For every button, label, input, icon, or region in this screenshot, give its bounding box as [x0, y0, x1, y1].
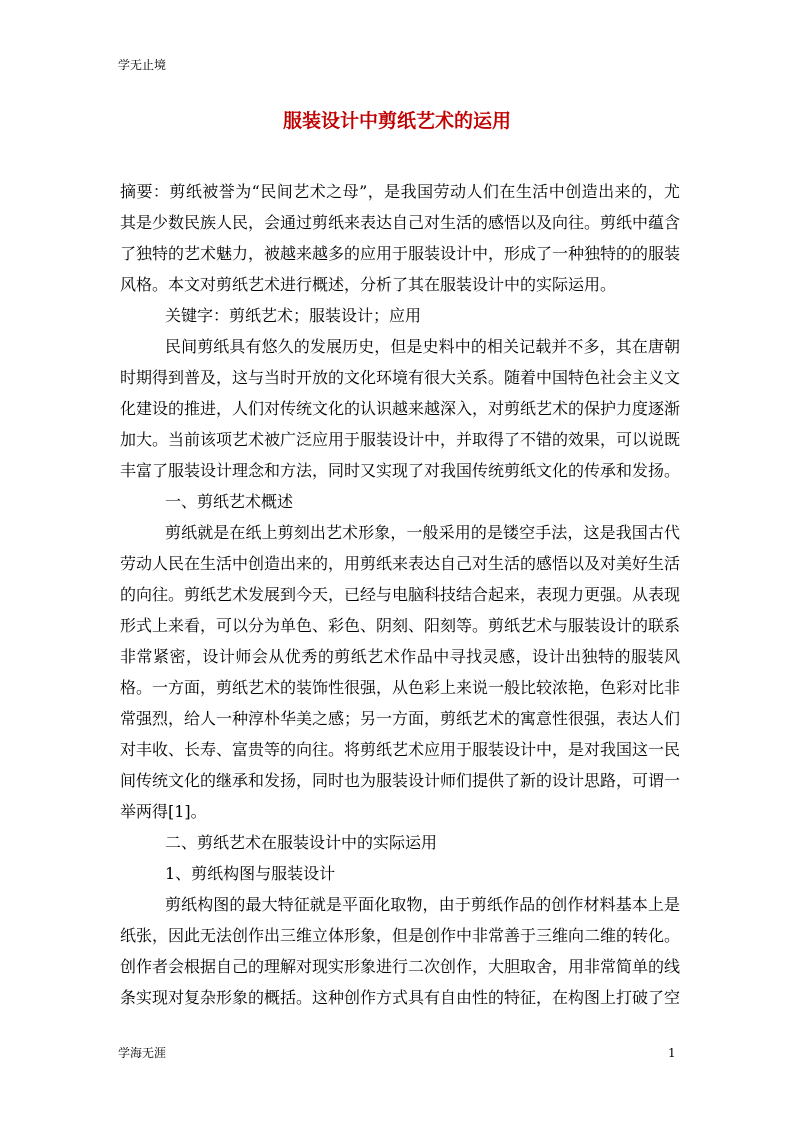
- keywords-paragraph: 关键字：剪纸艺术；服装设计；应用: [165, 306, 422, 325]
- subsection-1-paragraph: 剪纸构图的最大特征就是平面化取物，由于剪纸作品的创作材料基本上是纸张，因此无法创作出三维立体形象，但是创作中非常善于三维向二维的转化。创作者会根据自己的理解对现实形象进行二次创作，大胆取舍，用非常简单的线条实现对复杂形象的概括。这种创作方式具有自由性的特征，在构图上打破了空: [120, 895, 681, 1007]
- section-heading-2: 二、剪纸艺术在服装设计中的实际运用: [165, 833, 438, 852]
- page-footer: 学海无涯: [118, 1046, 167, 1060]
- intro-paragraph: 民间剪纸具有悠久的发展历史，但是史料中的相关记载并不多，其在唐朝时期得到普及，这与当时开放的文化环境有很大关系。随着中国特色社会主义文化建设的推进，人们对传统文化的认识越来越深入，对剪纸艺术的保护力度逐渐加大。当前该项艺术被广泛应用于服装设计中，并取得了不错的效果，可以说既丰富了服装设计理念和方法，同时又实现了对我国传统剪纸文化的传承和发扬。: [120, 337, 681, 480]
- subsection-heading-1: 1、剪纸构图与服装设计: [165, 864, 336, 883]
- document-body: [120, 176, 680, 1013]
- document-title: 服装设计中剪纸艺术的运用: [282, 110, 511, 132]
- page-number: 1: [668, 1046, 676, 1060]
- section-1-paragraph: 剪纸就是在纸上剪刻出艺术形象，一般采用的是镂空手法，这是我国古代劳动人民在生活中创造出来的，用剪纸来表达自己对生活的感悟以及对美好生活的向往。剪纸艺术发展到今天，已经与电脑科技结合起来，表现力更强。从表现形式上来看，可以分为单色、彩色、阴刻、阳刻等。剪纸艺术与服装设计的联系非常紧密，设计师会从优秀的剪纸艺术作品中寻找灵感，设计出独特的服装风格。一方面，剪纸艺术的装饰性很强，从色彩上来说一般比较浓艳，色彩对比非常强烈，给人一种淳朴华美之感；另一方面，剪纸艺术的寓意性很强，表达人们对丰收、长寿、富贵等的向往。将剪纸艺术应用于服装设计中，是对我国这一民间传统文化的继承和发扬，同时也为服装设计师们提供了新的设计思路，可谓一举两得[1]。: [120, 523, 681, 821]
- page-header: 学无止境: [118, 58, 167, 72]
- abstract-paragraph: 摘要：剪纸被誉为“民间艺术之母”，是我国劳动人们在生活中创造出来的，尤其是少数民族人民，会通过剪纸来表达自己对生活的感悟以及向往。剪纸中蕴含了独特的艺术魅力，被越来越多的应用于服装设计中，形成了一种独特的的服装风格。本文对剪纸艺术进行概述，分析了其在服装设计中的实际运用。: [120, 182, 681, 294]
- section-heading-1: 一、剪纸艺术概述: [165, 492, 294, 511]
